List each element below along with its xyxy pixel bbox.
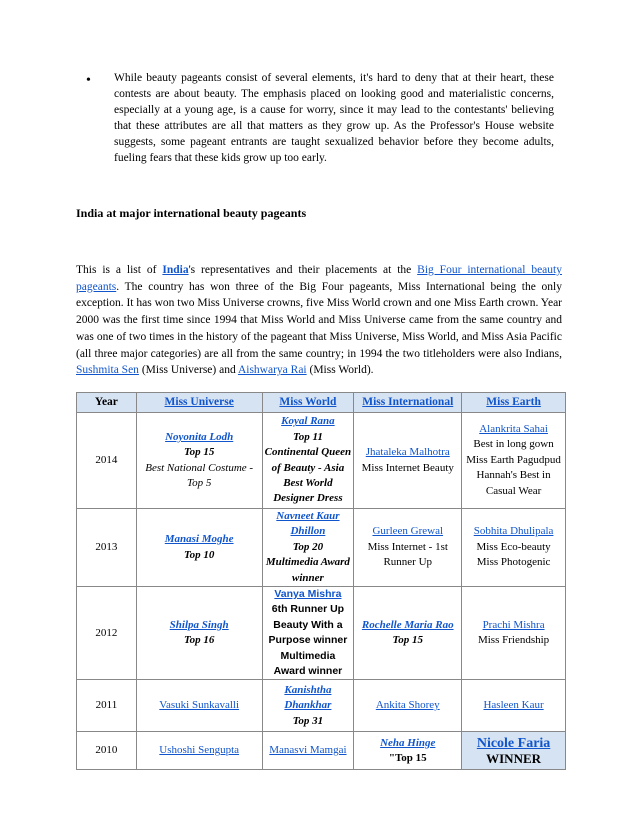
miss-world-link[interactable]: Miss World <box>279 395 337 408</box>
intro-text: This is a list of <box>76 264 163 276</box>
miss-universe-cell <box>136 732 262 770</box>
miss-earth-link[interactable]: Miss Earth <box>486 395 541 408</box>
award: Continental Queen of Beauty - Asia <box>264 446 352 474</box>
placement: Top 15 <box>183 446 215 459</box>
intro-text: (Miss World). <box>306 364 374 377</box>
contestant-link[interactable]: Rochelle Maria Rao <box>361 618 454 631</box>
award: Best in long gown <box>473 438 554 451</box>
header-miss-earth[interactable] <box>462 393 566 413</box>
intro-paragraph <box>76 262 562 379</box>
header-year: Year <box>77 393 137 413</box>
award: Multimedia Award winner <box>273 649 343 678</box>
table-row <box>77 587 566 680</box>
contestant-link[interactable]: Vasuki Sunkavalli <box>159 699 240 712</box>
placement-text: Top 15 <box>394 751 427 764</box>
award: Best World Designer Dress <box>273 476 343 505</box>
miss-international-cell <box>354 732 462 770</box>
table-header-row <box>77 393 566 413</box>
miss-international-cell <box>354 509 462 587</box>
quote-mark: " <box>388 751 395 764</box>
miss-international-link[interactable]: Miss International <box>362 395 454 408</box>
award: Hannah's Best in Casual Wear <box>476 469 551 497</box>
miss-world-cell <box>262 680 354 732</box>
contestant-link[interactable]: Navneet Kaur Dhillon <box>276 510 340 538</box>
miss-world-cell <box>262 413 354 509</box>
miss-universe-cell <box>136 413 262 509</box>
award: Multimedia Award winner <box>265 556 350 584</box>
miss-earth-cell <box>462 732 566 770</box>
contestant-link[interactable]: Kanishtha Dhankhar <box>284 683 332 712</box>
miss-universe-cell <box>136 587 262 680</box>
award: Miss Photogenic <box>476 556 551 569</box>
intro-text: 's representatives and their placements at the <box>188 264 418 276</box>
winner-label: WINNER <box>486 750 542 766</box>
table-row <box>77 413 566 509</box>
award: Miss Friendship <box>477 634 550 647</box>
year-cell: 2014 <box>77 413 137 509</box>
contestant-link[interactable]: Ankita Shorey <box>375 699 440 712</box>
placement: Top 20 <box>292 540 324 553</box>
contestant-link[interactable]: Koyal Rana <box>281 415 335 428</box>
placement: 6th Runner Up <box>271 603 345 616</box>
contestant-link[interactable]: Hasleen Kaur <box>483 699 544 712</box>
intro-text: (Miss Universe) and <box>138 364 238 377</box>
year-cell: 2011 <box>77 680 137 732</box>
miss-world-cell <box>262 509 354 587</box>
contestant-link[interactable]: Neha Hinge <box>380 736 436 749</box>
table-row <box>77 680 566 732</box>
pageants-table <box>76 392 566 770</box>
contestant-link[interactable]: Manasvi Mamgai <box>269 744 347 757</box>
contestant-link[interactable]: Nicole Faria <box>476 735 551 751</box>
miss-universe-link[interactable]: Miss Universe <box>164 395 234 408</box>
year-cell: 2012 <box>77 587 137 680</box>
contestant-link[interactable]: Gurleen Grewal <box>372 525 444 538</box>
miss-international-cell <box>354 587 462 680</box>
contestant-link[interactable]: Jhataleka Malhotra <box>365 446 450 459</box>
placement: Top 31 <box>292 714 324 727</box>
miss-universe-cell <box>136 509 262 587</box>
year-cell: 2013 <box>77 509 137 587</box>
award: Miss Internet Beauty <box>361 461 454 474</box>
header-miss-international[interactable] <box>354 393 462 413</box>
table-row <box>77 732 566 770</box>
sushmita-sen-link[interactable]: Sushmita Sen <box>76 364 139 377</box>
award: Miss Earth Pagudpud <box>466 453 561 466</box>
miss-earth-cell <box>462 587 566 680</box>
contestant-link[interactable]: Prachi Mishra <box>482 618 545 631</box>
big-four-link[interactable]: Big Four international beauty pageants <box>76 264 562 293</box>
contestant-link[interactable]: Noyonita Lodh <box>165 430 234 443</box>
header-miss-world[interactable] <box>262 393 354 413</box>
award: Beauty With a Purpose winner <box>268 618 348 647</box>
award: Miss Eco-beauty <box>476 540 551 553</box>
miss-world-cell <box>262 732 354 770</box>
placement: Top 15 <box>392 634 423 647</box>
placement: Top 11 <box>292 430 323 443</box>
bullet-paragraph: While beauty pageants consist of several elements, it's hard to deny that at their heart, these contests are about beauty. The emphasis placed on looking good and materialistic concerns, especially at a young age, is a cause for worry, since it may lead to the contestants' believing that these attributes are all that matters as they grow up. As the Professor's House website suggests, some pageant entrants are taught sexualized behavior before they become adults, fueling fears that these kids grow up too early. <box>114 72 554 164</box>
award: Miss Internet - 1st Runner Up <box>367 540 448 569</box>
contestant-link[interactable]: Shilpa Singh <box>169 618 229 631</box>
contestant-link[interactable]: Alankrita Sahai <box>479 422 548 435</box>
header-miss-universe[interactable] <box>136 393 262 413</box>
miss-earth-cell <box>462 509 566 587</box>
contestant-link[interactable]: Manasi Moghe <box>164 533 234 546</box>
miss-international-cell <box>354 680 462 732</box>
placement <box>356 751 459 766</box>
section-heading: India at major international beauty pageants <box>76 206 307 220</box>
bullet-marker: • <box>86 73 91 88</box>
year-cell: 2010 <box>77 732 137 770</box>
miss-earth-cell <box>462 413 566 509</box>
intro-text: . The country has won three of the Big Four pageants, Miss International being the only exception. It has won two Miss Universe crowns, five Miss World crown and one Miss Earth crown. Year 2000 was the first time since 1994 that Miss World and Miss Universe came from the same country and was one of two times in the history of the pageant that Miss Universe, Miss World, and Miss Asia Pacific (all three major categories) are all from the same country; in 1994 the two titleholders were also Indians, <box>76 280 562 360</box>
contestant-link[interactable]: Vanya Mishra <box>274 588 342 601</box>
miss-world-cell <box>262 587 354 680</box>
contestant-link[interactable]: Ushoshi Sengupta <box>159 744 240 757</box>
placement: Top 16 <box>183 634 215 647</box>
miss-universe-cell <box>136 680 262 732</box>
india-link[interactable]: India <box>162 264 189 276</box>
aishwarya-rai-link[interactable]: Aishwarya Rai <box>237 364 307 377</box>
table-row <box>77 509 566 587</box>
placement: Top 10 <box>183 548 215 561</box>
miss-international-cell <box>354 413 462 509</box>
miss-earth-cell <box>462 680 566 732</box>
award: Best National Costume - Top 5 <box>145 461 254 489</box>
contestant-link[interactable]: Sobhita Dhulipala <box>473 525 554 538</box>
